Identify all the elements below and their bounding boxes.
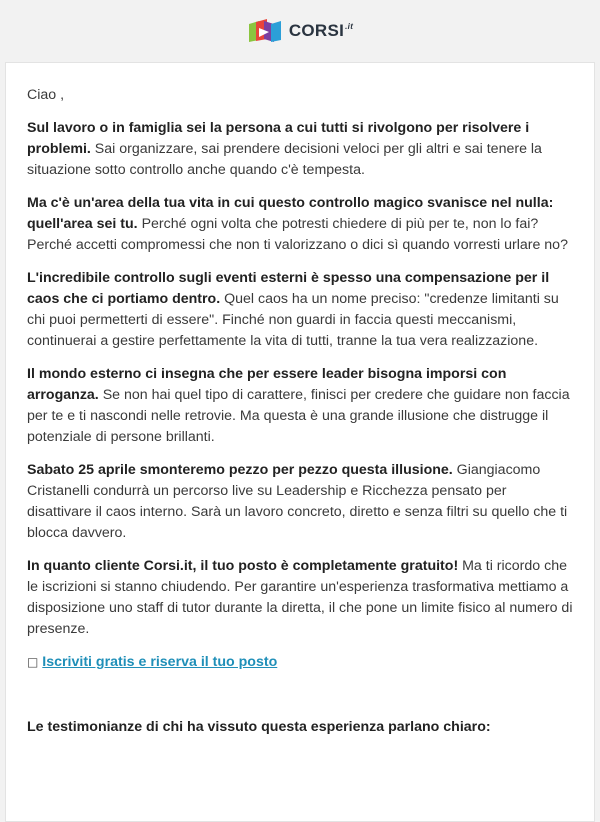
paragraph — [27, 268, 574, 352]
paragraph-lead: In quanto cliente Corsi.it, il tuo posto è completamente gratuito! — [27, 558, 459, 574]
email-header — [0, 0, 600, 62]
paragraph — [27, 364, 574, 448]
paragraph — [27, 193, 574, 256]
paragraph-text: Quel caos ha un nome preciso: "credenze limitanti su chi puoi permetterti di essere". Finché non guardi in faccia questi meccanismi, continuerai a gestire perfettamente la vita di tutti, tranne la tua vera realizzazione. — [27, 291, 559, 349]
paragraph-text: Perché ogni volta che potresti chiedere di più per te, non lo fai? Perché accetti compromessi che non ti valorizzano o dici sì quando vorresti urlare no? — [27, 216, 568, 253]
paragraph-lead: Ma c'è un'area della tua vita in cui questo controllo magico svanisce nel nulla: quell'area sei tu. — [27, 195, 554, 232]
testimonials-heading-text: Le testimonianze di chi ha vissuto questa esperienza parlano chiaro: — [27, 719, 491, 735]
greeting: Ciao , — [27, 87, 65, 103]
placeholder-icon: □ — [27, 655, 39, 669]
paragraph-text: Ma ti ricordo che le iscrizioni si stanno chiudendo. Per garantire un'esperienza trasformativa mettiamo a disposizione uno staff di tutor durante la diretta, il che pone un limite fisico al numero di presenze. — [27, 558, 573, 637]
cta-row — [27, 652, 574, 673]
paragraph-text: Sai organizzare, sai prendere decisioni veloci per gli altri e sai tenere la situazione sotto controllo anche quando c'è tempesta. — [27, 141, 542, 178]
corsi-logo-icon — [247, 18, 283, 44]
paragraph-text: Giangiacomo Cristanelli condurrà un percorso live su Leadership e Ricchezza pensato per disattivare il caos interno. Sarà un lavoro concreto, diretto e senza filtri su quello che ti blocca davvero. — [27, 462, 568, 541]
paragraph — [27, 556, 574, 640]
brand-name: $CORSI^{.it}$ — [288, 21, 354, 40]
paragraph-lead: Il mondo esterno ci insegna che per essere leader bisogna imporsi con arroganza. — [27, 366, 507, 403]
paragraph — [27, 118, 574, 181]
paragraph-text: Se non hai quel tipo di carattere, finisci per credere che guidare non faccia per te e ti nascondi nelle retrovie. Ma questa è una grande illusione che distrugge il potenziale di persone brillanti. — [27, 387, 570, 445]
paragraph-lead: Sul lavoro o in famiglia sei la persona a cui tutti si rivolgono per risolvere i problemi. — [27, 120, 530, 157]
paragraph-lead: L'incredibile controllo sugli eventi esterni è spesso una compensazione per il caos che ci portiamo dentro. — [27, 270, 550, 307]
register-link[interactable]: Iscriviti gratis e riserva il tuo posto — [42, 654, 278, 670]
paragraph — [27, 460, 574, 544]
brand-logo[interactable] — [247, 18, 353, 44]
email-body — [5, 62, 595, 822]
testimonials-heading — [27, 717, 574, 738]
paragraph-lead: Sabato 25 aprile smonteremo pezzo per pezzo questa illusione. — [27, 462, 453, 478]
brand-suffix: .it — [345, 22, 354, 32]
